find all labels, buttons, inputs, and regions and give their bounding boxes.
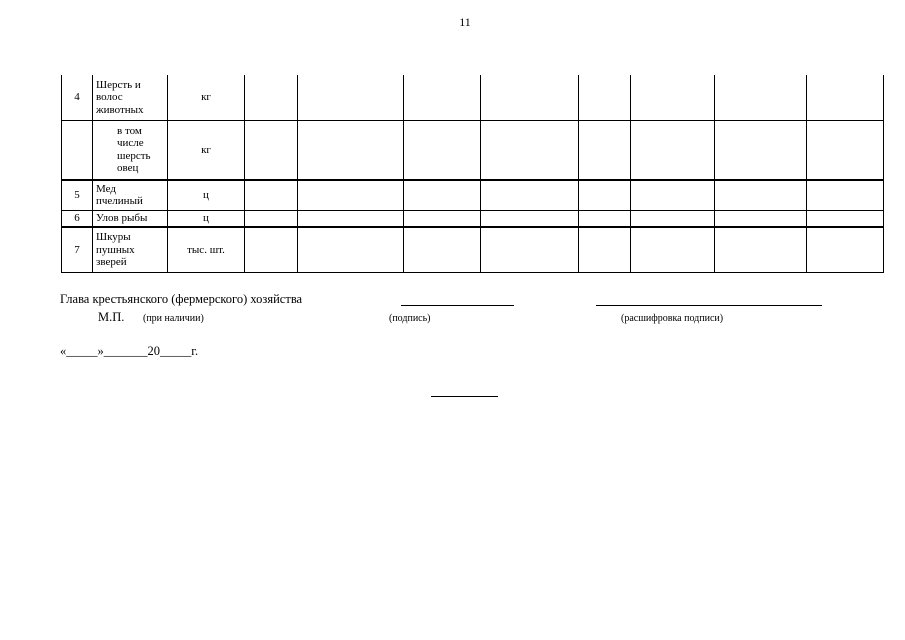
product-name xyxy=(93,75,168,120)
row-number: 6 xyxy=(62,210,93,227)
date-line: «_____»_______20_____г. xyxy=(60,344,199,358)
product-name-line: Улов рыбы xyxy=(96,212,148,224)
row-number: 5 xyxy=(62,180,93,210)
empty-value-cell[interactable] xyxy=(481,227,579,272)
table-row xyxy=(62,180,884,210)
table-row xyxy=(62,210,884,227)
transcript-line xyxy=(596,305,822,306)
empty-value-cell[interactable] xyxy=(807,210,884,227)
unit-of-measure: ц xyxy=(168,180,245,210)
table-row xyxy=(62,75,884,120)
empty-value-cell[interactable] xyxy=(298,210,404,227)
empty-value-cell[interactable] xyxy=(807,180,884,210)
empty-value-cell[interactable] xyxy=(579,75,631,120)
empty-value-cell[interactable] xyxy=(404,227,481,272)
empty-value-cell[interactable] xyxy=(579,120,631,180)
empty-value-cell[interactable] xyxy=(631,210,715,227)
row-number xyxy=(62,120,93,180)
signature-line xyxy=(401,305,514,306)
production-table xyxy=(61,75,884,273)
empty-value-cell[interactable] xyxy=(579,180,631,210)
empty-value-cell[interactable] xyxy=(245,120,298,180)
product-name-line: числе xyxy=(117,137,144,150)
head-of-farm-label: Глава крестьянского (фермерского) хозяйства xyxy=(60,292,303,306)
table-row xyxy=(62,227,884,272)
empty-value-cell[interactable] xyxy=(579,210,631,227)
product-name-line: волос xyxy=(96,91,123,103)
product-name-line: овец xyxy=(117,162,139,175)
product-name-line: животных xyxy=(96,103,144,116)
empty-value-cell[interactable] xyxy=(807,227,884,272)
unit-of-measure: кг xyxy=(168,75,245,120)
table-row xyxy=(62,120,884,180)
empty-value-cell[interactable] xyxy=(631,75,715,120)
product-name xyxy=(93,210,168,227)
empty-value-cell[interactable] xyxy=(715,227,807,272)
product-name-line: Мед xyxy=(96,182,116,195)
unit-of-measure: ц xyxy=(168,210,245,227)
table-body xyxy=(62,75,884,272)
end-separator-line xyxy=(431,396,498,397)
empty-value-cell[interactable] xyxy=(404,210,481,227)
empty-value-cell[interactable] xyxy=(715,210,807,227)
transcript-caption: (расшифровка подписи) xyxy=(621,313,724,324)
empty-value-cell[interactable] xyxy=(481,180,579,210)
product-name-line: пушных xyxy=(96,243,135,256)
empty-value-cell[interactable] xyxy=(631,120,715,180)
empty-value-cell[interactable] xyxy=(404,75,481,120)
empty-value-cell[interactable] xyxy=(298,227,404,272)
empty-value-cell[interactable] xyxy=(298,180,404,210)
empty-value-cell[interactable] xyxy=(404,180,481,210)
stamp-note: (при наличии) xyxy=(143,313,204,324)
empty-value-cell[interactable] xyxy=(807,120,884,180)
empty-value-cell[interactable] xyxy=(298,120,404,180)
stamp-label: М.П. xyxy=(98,310,125,324)
empty-value-cell[interactable] xyxy=(481,210,579,227)
unit-of-measure: кг xyxy=(168,120,245,180)
unit-of-measure: тыс. шт. xyxy=(168,227,245,272)
empty-value-cell[interactable] xyxy=(481,75,579,120)
empty-value-cell[interactable] xyxy=(715,180,807,210)
empty-value-cell[interactable] xyxy=(631,227,715,272)
empty-value-cell[interactable] xyxy=(245,180,298,210)
page-number: 11 xyxy=(459,15,471,29)
empty-value-cell[interactable] xyxy=(245,210,298,227)
empty-value-cell[interactable] xyxy=(715,120,807,180)
empty-value-cell[interactable] xyxy=(245,227,298,272)
product-name xyxy=(93,227,168,272)
product-name-line: зверей xyxy=(96,256,127,268)
empty-value-cell[interactable] xyxy=(807,75,884,120)
product-name-line: в том xyxy=(117,124,142,137)
product-name-line: шерсть xyxy=(117,149,151,162)
empty-value-cell[interactable] xyxy=(298,75,404,120)
signature-caption: (подпись) xyxy=(389,313,431,324)
empty-value-cell[interactable] xyxy=(715,75,807,120)
product-name-line: Шкуры xyxy=(96,231,131,243)
product-name xyxy=(93,180,168,210)
empty-value-cell[interactable] xyxy=(579,227,631,272)
row-number: 7 xyxy=(62,227,93,272)
empty-value-cell[interactable] xyxy=(631,180,715,210)
product-name-line: пчелиный xyxy=(96,195,143,208)
empty-value-cell[interactable] xyxy=(404,120,481,180)
product-name xyxy=(93,120,168,180)
empty-value-cell[interactable] xyxy=(245,75,298,120)
product-name-line: Шерсть и xyxy=(96,78,141,91)
row-number: 4 xyxy=(62,75,93,120)
empty-value-cell[interactable] xyxy=(481,120,579,180)
